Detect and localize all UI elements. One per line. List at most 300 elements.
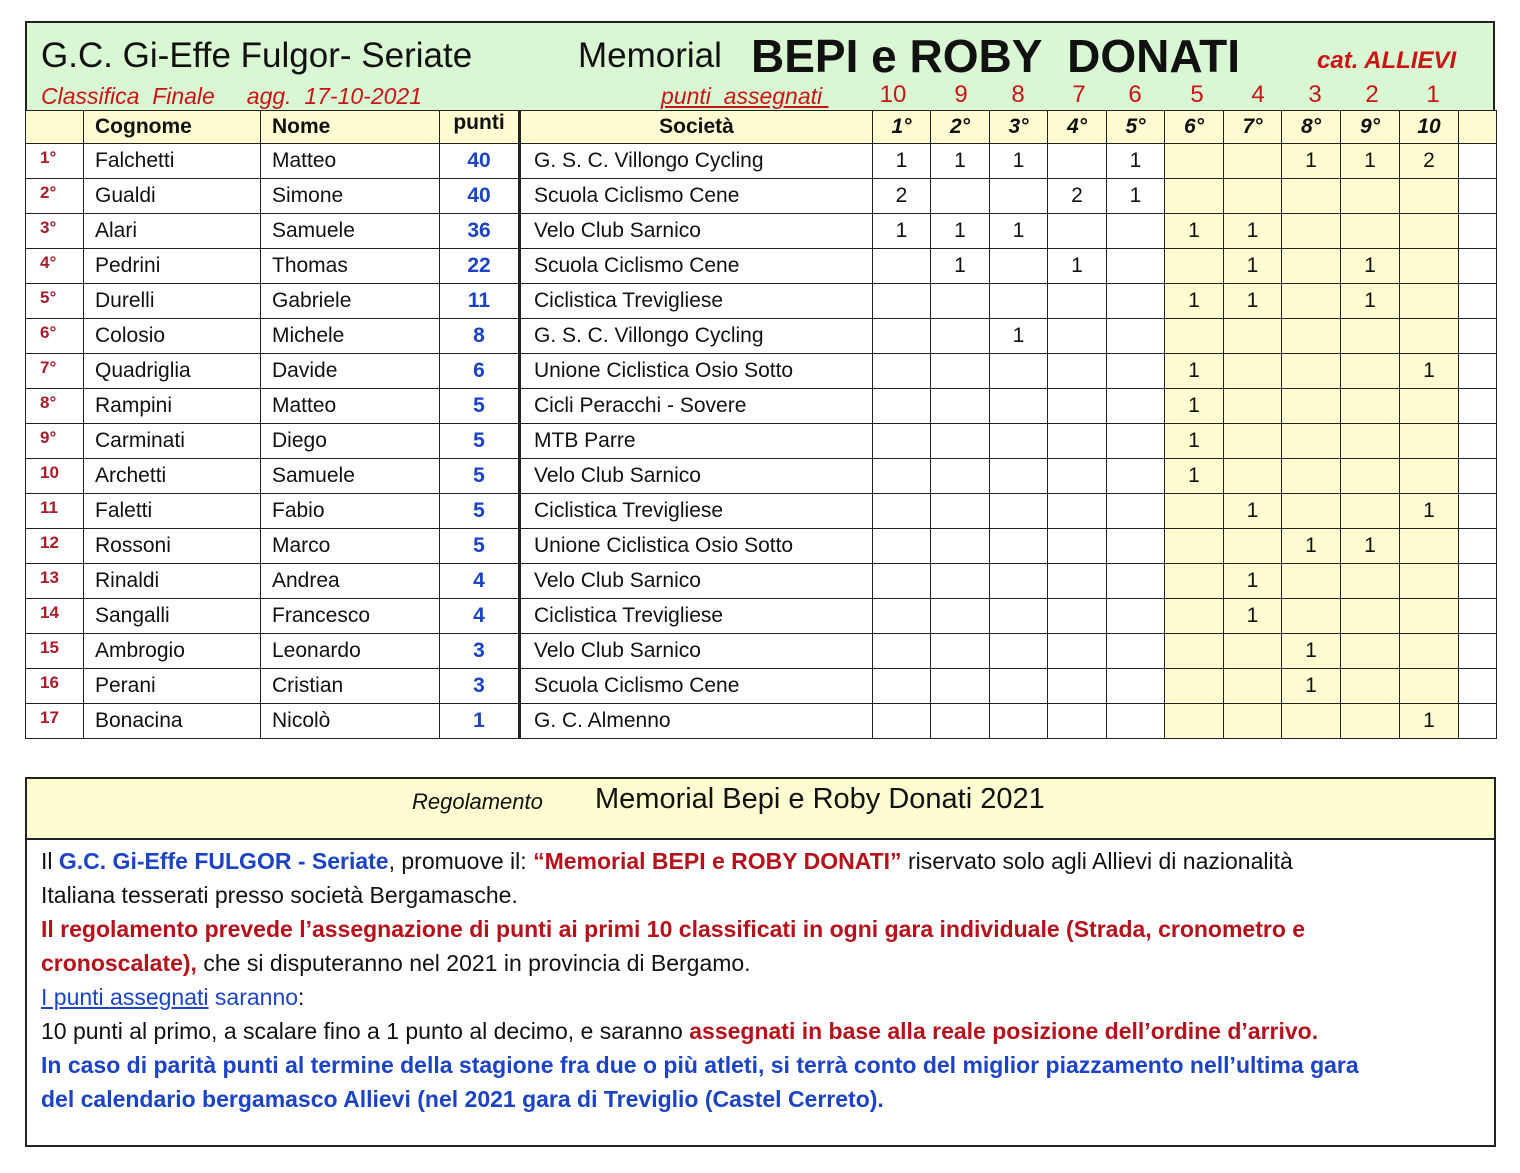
placement-cell xyxy=(1048,494,1107,529)
placement-cell: 1 xyxy=(1282,669,1341,704)
nome-cell: Davide xyxy=(261,354,440,389)
placement-cell xyxy=(1165,564,1224,599)
placement-cell xyxy=(990,564,1048,599)
placement-cell xyxy=(1224,144,1282,179)
rules-line-6 xyxy=(41,1014,1318,1048)
placement-cell xyxy=(1165,179,1224,214)
placement-cell xyxy=(1341,389,1400,424)
placement-cell xyxy=(1107,249,1165,284)
rules-text: 10 punti al primo, a scalare fino a 1 punto al decimo, e saranno xyxy=(41,1018,690,1044)
placement-cell xyxy=(1048,704,1107,739)
cognome-cell: Falchetti xyxy=(84,144,261,179)
placement-cell xyxy=(1341,669,1400,704)
rules-line-7: In caso di parità punti al termine della stagione fra due o più atleti, si terrà conto del miglior piazzamento nell’ultima gara xyxy=(41,1052,1359,1078)
cognome-cell: Alari xyxy=(84,214,261,249)
placement-cell xyxy=(931,564,990,599)
societa-cell: Scuola Ciclismo Cene xyxy=(520,669,873,704)
placement-cell xyxy=(873,704,931,739)
table-row xyxy=(26,459,1497,494)
punti-cell: 22 xyxy=(440,249,520,284)
position-header: 5° xyxy=(1107,111,1165,144)
placement-cell: 1 xyxy=(1224,599,1282,634)
societa-header: Società xyxy=(520,111,873,144)
placement-cell xyxy=(1400,249,1459,284)
spare-cell xyxy=(1459,599,1497,634)
placement-cell: 1 xyxy=(931,214,990,249)
punti-cell: 36 xyxy=(440,214,520,249)
nome-cell: Leonardo xyxy=(261,634,440,669)
placement-cell xyxy=(1224,669,1282,704)
table-row xyxy=(26,424,1497,459)
placement-cell xyxy=(990,459,1048,494)
placement-cell xyxy=(1282,389,1341,424)
placement-cell: 1 xyxy=(1048,249,1107,284)
placement-cell xyxy=(931,179,990,214)
placement-cell xyxy=(1048,459,1107,494)
rules-title: Memorial Bepi e Roby Donati 2021 xyxy=(595,783,1045,815)
spare-cell xyxy=(1459,634,1497,669)
societa-cell: Ciclistica Trevigliese xyxy=(520,284,873,319)
placement-cell xyxy=(1048,599,1107,634)
placement-cell xyxy=(990,599,1048,634)
placement-cell xyxy=(931,494,990,529)
rank-cell: 5° xyxy=(26,284,84,319)
placement-cell xyxy=(1048,284,1107,319)
placement-cell xyxy=(1282,319,1341,354)
table-row xyxy=(26,494,1497,529)
placement-cell xyxy=(1282,354,1341,389)
placement-cell xyxy=(1048,634,1107,669)
placement-cell xyxy=(931,284,990,319)
rules-body xyxy=(25,839,1496,1147)
table-row xyxy=(26,214,1497,249)
position-header: 7° xyxy=(1224,111,1282,144)
placement-cell xyxy=(1341,214,1400,249)
spare-cell xyxy=(1459,424,1497,459)
placement-cell xyxy=(1165,529,1224,564)
placement-cell xyxy=(873,529,931,564)
table-row xyxy=(26,249,1497,284)
position-header: 2° xyxy=(931,111,990,144)
placement-cell xyxy=(931,424,990,459)
spare-header xyxy=(1459,111,1497,144)
cognome-cell: Perani xyxy=(84,669,261,704)
placement-cell xyxy=(1107,704,1165,739)
nome-cell: Samuele xyxy=(261,214,440,249)
placement-cell xyxy=(1107,284,1165,319)
points-value: 2 xyxy=(1365,81,1379,108)
placement-cell xyxy=(1282,704,1341,739)
placement-cell: 1 xyxy=(1341,144,1400,179)
spare-cell xyxy=(1459,459,1497,494)
nome-header: Nome xyxy=(261,111,440,144)
placement-cell xyxy=(990,284,1048,319)
points-value: 5 xyxy=(1190,81,1204,108)
placement-cell xyxy=(1341,494,1400,529)
rules-line-4 xyxy=(41,946,751,980)
placement-cell xyxy=(1107,459,1165,494)
placement-cell xyxy=(1107,354,1165,389)
points-value: 10 xyxy=(879,81,907,108)
rank-cell: 9° xyxy=(26,424,84,459)
placement-cell xyxy=(1400,284,1459,319)
points-value: 4 xyxy=(1251,81,1265,108)
spare-cell xyxy=(1459,179,1497,214)
placement-cell xyxy=(931,529,990,564)
placement-cell xyxy=(873,249,931,284)
societa-cell: Scuola Ciclismo Cene xyxy=(520,179,873,214)
placement-cell xyxy=(873,634,931,669)
points-value: 8 xyxy=(1011,81,1025,108)
placement-cell xyxy=(990,494,1048,529)
placement-cell: 1 xyxy=(1224,214,1282,249)
placement-cell xyxy=(1048,529,1107,564)
rank-cell: 12 xyxy=(26,529,84,564)
placement-cell xyxy=(1107,529,1165,564)
placement-cell xyxy=(1341,319,1400,354)
position-header: 6° xyxy=(1165,111,1224,144)
placement-cell xyxy=(873,564,931,599)
placement-cell xyxy=(1224,529,1282,564)
punti-cell: 6 xyxy=(440,354,520,389)
punti-cell: 5 xyxy=(440,494,520,529)
nome-cell: Michele xyxy=(261,319,440,354)
punti-cell: 3 xyxy=(440,669,520,704)
memorial-word: Memorial xyxy=(578,36,722,75)
rank-cell: 15 xyxy=(26,634,84,669)
nome-cell: Matteo xyxy=(261,144,440,179)
placement-cell xyxy=(1282,599,1341,634)
position-header: 4° xyxy=(1048,111,1107,144)
placement-cell xyxy=(1165,669,1224,704)
rules-line-3: Il regolamento prevede l’assegnazione di punti ai primi 10 classificati in ogni gara individuale (Strada, cronometro e xyxy=(41,916,1306,942)
placement-cell xyxy=(1400,599,1459,634)
category-label: cat. ALLIEVI xyxy=(1317,47,1457,74)
placement-cell xyxy=(1224,354,1282,389)
table-row xyxy=(26,599,1497,634)
placement-cell: 1 xyxy=(1165,424,1224,459)
placement-cell: 1 xyxy=(1165,284,1224,319)
rules-text: assegnati in base alla reale posizione dell’ordine d’arrivo. xyxy=(689,1018,1319,1044)
standings-table xyxy=(25,110,1497,739)
placement-cell xyxy=(1400,214,1459,249)
placement-cell xyxy=(1048,214,1107,249)
nome-cell: Nicolò xyxy=(261,704,440,739)
cognome-cell: Quadriglia xyxy=(84,354,261,389)
placement-cell xyxy=(1165,249,1224,284)
spare-cell xyxy=(1459,319,1497,354)
rules-punti-link: I punti assegnati xyxy=(41,984,209,1010)
punti-cell: 5 xyxy=(440,459,520,494)
placement-cell xyxy=(931,319,990,354)
societa-cell: G. S. C. Villongo Cycling xyxy=(520,319,873,354)
placement-cell xyxy=(873,459,931,494)
club-name: G.C. Gi-Effe Fulgor- Seriate xyxy=(41,36,473,75)
societa-cell: G. S. C. Villongo Cycling xyxy=(520,144,873,179)
placement-cell xyxy=(1048,319,1107,354)
nome-cell: Samuele xyxy=(261,459,440,494)
placement-cell xyxy=(873,319,931,354)
table-row xyxy=(26,144,1497,179)
cognome-cell: Sangalli xyxy=(84,599,261,634)
nome-cell: Andrea xyxy=(261,564,440,599)
punti-cell: 5 xyxy=(440,424,520,459)
punti-cell: 4 xyxy=(440,599,520,634)
placement-cell xyxy=(931,634,990,669)
societa-cell: Unione Ciclistica Osio Sotto xyxy=(520,529,873,564)
placement-cell: 1 xyxy=(1282,634,1341,669)
placement-cell: 1 xyxy=(1224,564,1282,599)
placement-cell xyxy=(1282,494,1341,529)
placement-cell xyxy=(1048,354,1107,389)
placement-cell xyxy=(1282,214,1341,249)
rank-cell: 1° xyxy=(26,144,84,179)
placement-cell: 1 xyxy=(990,214,1048,249)
placement-cell: 2 xyxy=(1048,179,1107,214)
cognome-cell: Ambrogio xyxy=(84,634,261,669)
position-header: 8° xyxy=(1282,111,1341,144)
placement-cell: 1 xyxy=(1400,704,1459,739)
placement-cell xyxy=(1400,389,1459,424)
placement-cell xyxy=(1107,634,1165,669)
spare-cell xyxy=(1459,704,1497,739)
spare-cell xyxy=(1459,249,1497,284)
rank-cell: 10 xyxy=(26,459,84,494)
societa-cell: Ciclistica Trevigliese xyxy=(520,494,873,529)
placement-cell xyxy=(1400,459,1459,494)
placement-cell: 1 xyxy=(1400,354,1459,389)
placement-cell xyxy=(1224,179,1282,214)
rank-cell: 11 xyxy=(26,494,84,529)
placement-cell xyxy=(1165,634,1224,669)
nome-cell: Thomas xyxy=(261,249,440,284)
cognome-cell: Rinaldi xyxy=(84,564,261,599)
table-row xyxy=(26,634,1497,669)
placement-cell xyxy=(1165,494,1224,529)
placement-cell xyxy=(1107,564,1165,599)
placement-cell: 1 xyxy=(1282,144,1341,179)
cognome-cell: Faletti xyxy=(84,494,261,529)
position-header: 1° xyxy=(873,111,931,144)
placement-cell: 1 xyxy=(1224,249,1282,284)
placement-cell xyxy=(1165,704,1224,739)
rank-cell: 14 xyxy=(26,599,84,634)
placement-cell xyxy=(1341,704,1400,739)
placement-cell xyxy=(873,424,931,459)
punti-cell: 4 xyxy=(440,564,520,599)
rules-line-2: Italiana tesserati presso società Bergamasche. xyxy=(41,882,518,908)
points-value: 6 xyxy=(1128,81,1142,108)
placement-cell xyxy=(1165,144,1224,179)
table-row xyxy=(26,704,1497,739)
punti-assegnati-label: punti assegnati xyxy=(661,83,829,109)
rank-cell: 4° xyxy=(26,249,84,284)
punti-cell: 5 xyxy=(440,389,520,424)
placement-cell xyxy=(1165,319,1224,354)
placement-cell: 1 xyxy=(990,144,1048,179)
table-row xyxy=(26,354,1497,389)
rules-line-1 xyxy=(41,844,1293,878)
placement-cell xyxy=(1107,669,1165,704)
spare-cell xyxy=(1459,144,1497,179)
placement-cell: 1 xyxy=(1341,529,1400,564)
rules-text: : xyxy=(298,984,305,1010)
rules-text: saranno xyxy=(208,984,299,1010)
placement-cell: 1 xyxy=(1400,494,1459,529)
table-row xyxy=(26,564,1497,599)
nome-cell: Francesco xyxy=(261,599,440,634)
placement-cell: 1 xyxy=(1165,459,1224,494)
placement-cell xyxy=(1341,459,1400,494)
rank-header xyxy=(26,111,84,144)
placement-cell xyxy=(1341,424,1400,459)
position-header: 10 xyxy=(1400,111,1459,144)
table-row xyxy=(26,179,1497,214)
spare-cell xyxy=(1459,669,1497,704)
nome-cell: Fabio xyxy=(261,494,440,529)
placement-cell xyxy=(1224,424,1282,459)
cognome-cell: Carminati xyxy=(84,424,261,459)
cognome-cell: Rampini xyxy=(84,389,261,424)
placement-cell xyxy=(873,389,931,424)
placement-cell xyxy=(873,599,931,634)
cognome-cell: Colosio xyxy=(84,319,261,354)
placement-cell xyxy=(1107,319,1165,354)
nome-cell: Marco xyxy=(261,529,440,564)
placement-cell xyxy=(1282,179,1341,214)
placement-cell xyxy=(1400,669,1459,704)
cognome-cell: Gualdi xyxy=(84,179,261,214)
position-header: 3° xyxy=(990,111,1048,144)
table-row xyxy=(26,669,1497,704)
cognome-cell: Pedrini xyxy=(84,249,261,284)
placement-cell xyxy=(990,634,1048,669)
rules-text: riservato solo agli Allievi di nazionalità xyxy=(901,848,1293,874)
rank-cell: 7° xyxy=(26,354,84,389)
placement-cell xyxy=(1341,354,1400,389)
societa-cell: Ciclistica Trevigliese xyxy=(520,599,873,634)
rules-line-8: del calendario bergamasco Allievi (nel 2021 gara di Treviglio (Castel Cerreto). xyxy=(41,1086,884,1112)
rules-memorial: “Memorial BEPI e ROBY DONATI” xyxy=(533,848,902,874)
table-row xyxy=(26,389,1497,424)
placement-cell: 1 xyxy=(990,319,1048,354)
nome-cell: Simone xyxy=(261,179,440,214)
placement-cell xyxy=(931,354,990,389)
placement-cell xyxy=(1107,389,1165,424)
placement-cell: 1 xyxy=(1341,284,1400,319)
placement-cell xyxy=(873,494,931,529)
placement-cell xyxy=(1341,634,1400,669)
societa-cell: Unione Ciclistica Osio Sotto xyxy=(520,354,873,389)
placement-cell xyxy=(990,354,1048,389)
spare-cell xyxy=(1459,529,1497,564)
rules-title-box xyxy=(25,777,1496,840)
placement-cell xyxy=(1224,389,1282,424)
table-header-row xyxy=(26,111,1497,144)
placement-cell: 2 xyxy=(873,179,931,214)
rank-cell: 6° xyxy=(26,319,84,354)
placement-cell: 1 xyxy=(931,249,990,284)
societa-cell: Cicli Peracchi - Sovere xyxy=(520,389,873,424)
points-value: 7 xyxy=(1072,81,1086,108)
placement-cell xyxy=(1341,599,1400,634)
placement-cell xyxy=(1224,634,1282,669)
cognome-cell: Durelli xyxy=(84,284,261,319)
placement-cell xyxy=(1400,319,1459,354)
rules-text: , promuove il: xyxy=(388,848,534,874)
placement-cell xyxy=(1107,214,1165,249)
placement-cell xyxy=(1048,669,1107,704)
placement-cell xyxy=(990,704,1048,739)
placement-cell: 1 xyxy=(1224,494,1282,529)
nome-cell: Diego xyxy=(261,424,440,459)
placement-cell xyxy=(1282,284,1341,319)
societa-cell: Velo Club Sarnico xyxy=(520,564,873,599)
placement-cell xyxy=(1165,599,1224,634)
spare-cell xyxy=(1459,354,1497,389)
placement-cell: 1 xyxy=(1165,389,1224,424)
placement-cell xyxy=(1400,529,1459,564)
rules-text: cronoscalate), xyxy=(41,950,197,976)
placement-cell xyxy=(873,284,931,319)
rank-cell: 13 xyxy=(26,564,84,599)
societa-cell: Velo Club Sarnico xyxy=(520,459,873,494)
placement-cell xyxy=(1341,179,1400,214)
placement-cell xyxy=(1048,424,1107,459)
placement-cell xyxy=(990,669,1048,704)
spare-cell xyxy=(1459,494,1497,529)
placement-cell xyxy=(873,669,931,704)
punti-cell: 5 xyxy=(440,529,520,564)
placement-cell xyxy=(1282,249,1341,284)
placement-cell xyxy=(1400,179,1459,214)
rules-club: G.C. Gi-Effe FULGOR - Seriate xyxy=(58,848,389,874)
placement-cell xyxy=(1282,424,1341,459)
nome-cell: Gabriele xyxy=(261,284,440,319)
placement-cell xyxy=(1048,144,1107,179)
cognome-cell: Rossoni xyxy=(84,529,261,564)
placement-cell: 1 xyxy=(1107,179,1165,214)
placement-cell xyxy=(873,354,931,389)
societa-cell: Velo Club Sarnico xyxy=(520,634,873,669)
placement-cell xyxy=(1400,564,1459,599)
placement-cell xyxy=(1224,459,1282,494)
classifica-label: Classifica Finale agg. 17-10-2021 xyxy=(41,83,422,109)
points-value: 9 xyxy=(954,81,968,108)
placement-cell xyxy=(990,179,1048,214)
placement-cell xyxy=(1224,704,1282,739)
rank-cell: 17 xyxy=(26,704,84,739)
rules-text: Il xyxy=(41,848,59,874)
placement-cell: 1 xyxy=(1165,214,1224,249)
placement-cell: 1 xyxy=(1282,529,1341,564)
placement-cell xyxy=(1107,494,1165,529)
placement-cell xyxy=(990,249,1048,284)
cognome-cell: Bonacina xyxy=(84,704,261,739)
placement-cell xyxy=(990,529,1048,564)
placement-cell: 1 xyxy=(931,144,990,179)
placement-cell xyxy=(931,459,990,494)
table-row xyxy=(26,284,1497,319)
table-row xyxy=(26,319,1497,354)
placement-cell xyxy=(1107,424,1165,459)
rank-cell: 2° xyxy=(26,179,84,214)
placement-cell xyxy=(931,669,990,704)
header-banner xyxy=(25,21,1495,111)
rank-cell: 3° xyxy=(26,214,84,249)
spare-cell xyxy=(1459,389,1497,424)
rank-cell: 16 xyxy=(26,669,84,704)
